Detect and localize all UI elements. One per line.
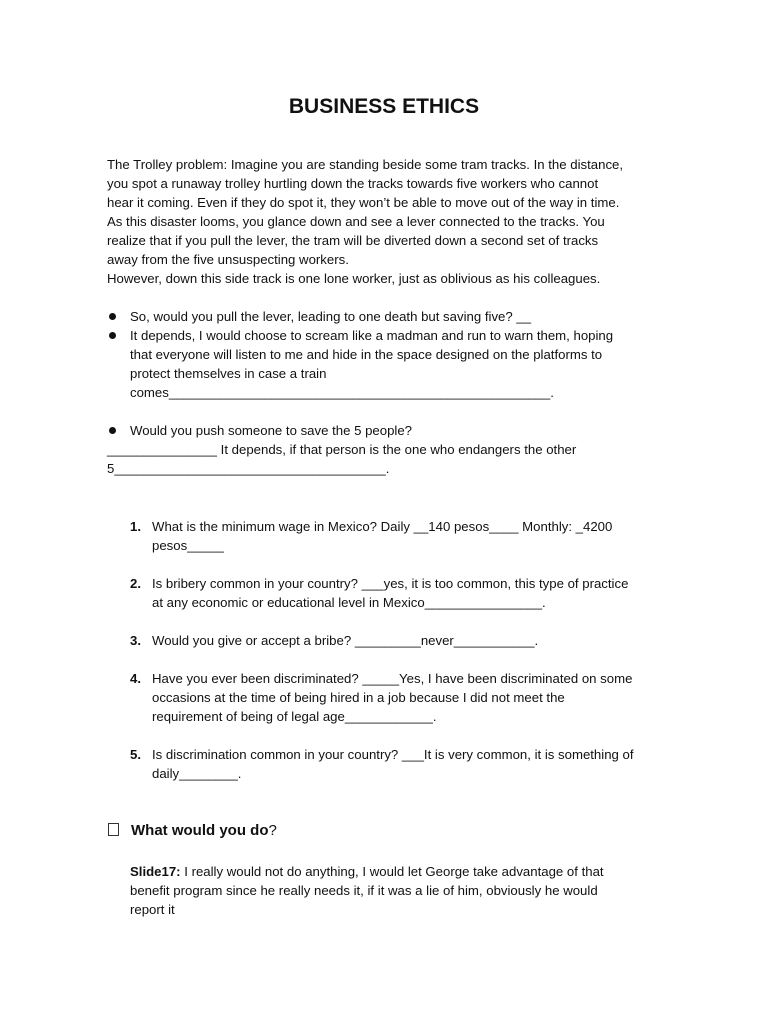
heading-text: What would you do — [131, 822, 269, 839]
slide-text: benefit program since he really needs it, if it was a lie of him, obviously he would — [130, 883, 598, 898]
bullet-text: So, would you pull the lever, leading to one death but saving five? __ — [130, 309, 532, 324]
paragraph-line: The Trolley problem: Imagine you are standing beside some tram tracks. In the distance, — [107, 157, 624, 172]
what-would-you-do-heading — [108, 822, 277, 839]
bullet-icon — [109, 313, 116, 320]
question-number: 1. — [130, 519, 141, 534]
slide-text: I really would not do anything, I would let George take advantage of that — [180, 864, 604, 879]
paragraph-line: As this disaster looms, you glance down and see a lever connected to the tracks. You — [107, 214, 605, 229]
question-item — [130, 669, 690, 726]
bullet-answer: 5_____________________________________. — [107, 461, 390, 476]
question-text: What is the minimum wage in Mexico? Daily __140 pesos____ Monthly: _4200 — [152, 519, 613, 534]
bullet-text: Would you push someone to save the 5 people? — [130, 423, 413, 438]
question-item — [130, 517, 690, 555]
question-number: 4. — [130, 671, 141, 686]
question-text: requirement of being of legal age____________. — [152, 709, 437, 724]
question-number: 2. — [130, 576, 141, 591]
bullet-icon — [109, 332, 116, 339]
question-text: occasions at the time of being hired in a job because I did not meet the — [152, 690, 565, 705]
paragraph-line: However, down this side track is one lone worker, just as oblivious as his colleagues. — [107, 271, 601, 286]
bullet-text: comes____________________________________________________. — [130, 385, 554, 400]
bullet-list — [107, 307, 687, 478]
page-title: BUSINESS ETHICS — [288, 95, 480, 118]
trolley-problem-paragraph — [107, 155, 667, 288]
bullet-item — [107, 307, 687, 326]
question-text: Have you ever been discriminated? _____Yes, I have been discriminated on some — [152, 671, 633, 686]
question-text: at any economic or educational level in Mexico________________. — [152, 595, 546, 610]
bullet-item — [107, 421, 687, 440]
question-text: pesos_____ — [152, 538, 224, 553]
checkbox-square-icon — [108, 823, 119, 836]
numbered-questions — [130, 517, 690, 802]
paragraph-line: you spot a runaway trolley hurtling down the tracks towards five workers who cannot — [107, 176, 599, 191]
question-number: 3. — [130, 633, 141, 648]
heading-question-mark: ? — [268, 822, 277, 839]
question-text: daily________. — [152, 766, 242, 781]
slide-text: report it — [130, 902, 175, 917]
bullet-answer: _______________ It depends, if that person is the one who endangers the other — [107, 442, 577, 457]
bullet-text: that everyone will listen to me and hide in the space designed on the platforms to — [130, 347, 603, 362]
bullet-icon — [109, 427, 116, 434]
question-item — [130, 745, 690, 783]
question-text: Would you give or accept a bribe? _________never___________. — [152, 633, 539, 648]
question-text: Is bribery common in your country? ___yes, it is too common, this type of practice — [152, 576, 629, 591]
question-number: 5. — [130, 747, 141, 762]
paragraph-line: hear it coming. Even if they do spot it, they won’t be able to move out of the way in time. — [107, 195, 620, 210]
slide17-answer — [130, 862, 670, 919]
bullet-text: protect themselves in case a train — [130, 366, 327, 381]
bullet-item — [107, 326, 687, 402]
paragraph-line: realize that if you pull the lever, the tram will be diverted down a second set of tracks — [107, 233, 599, 248]
bullet-text: It depends, I would choose to scream like a madman and run to warn them, hoping — [130, 328, 614, 343]
question-item — [130, 631, 690, 650]
slide-label: Slide17: — [130, 864, 181, 879]
question-text: Is discrimination common in your country? ___It is very common, it is something of — [152, 747, 634, 762]
paragraph-line: away from the five unsuspecting workers. — [107, 252, 349, 267]
question-item — [130, 574, 690, 612]
